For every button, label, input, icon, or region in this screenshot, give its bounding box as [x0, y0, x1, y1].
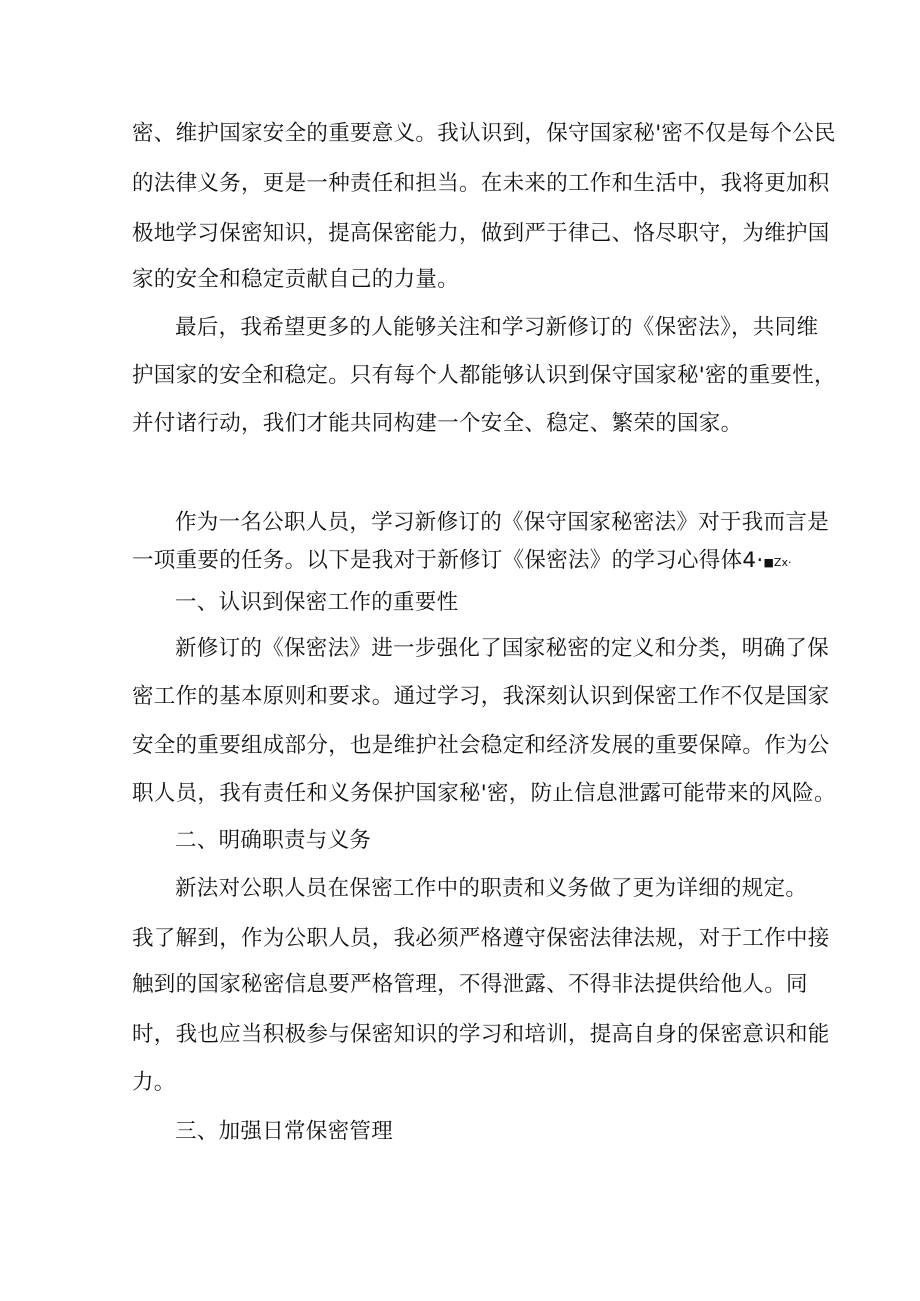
paragraph-line: 新修订的《保密法》进一步强化了国家秘密的定义和分类，明确了保	[175, 636, 830, 661]
paragraph-line: 密工作的基本原则和要求。通过学习，我深刻认识到保密工作不仅是国家	[132, 684, 830, 709]
paragraph-line: 作为一名公职人员，学习新修订的《保守国家秘密法》对于我而言是	[175, 510, 830, 535]
paragraph-line: 职人员，我有责任和义务保护国家秘'密，防止信息泄露可能带来的风险。	[132, 781, 836, 806]
section-heading: 二、明确职责与义务	[175, 828, 372, 853]
paragraph-line: 极地学习保密知识，提高保密能力，做到严于律己、恪尽职守，为维护国	[132, 221, 830, 246]
paragraph-text: 一项重要的任务。以下是我对于新修订《保密法》的学习心得体4·	[132, 548, 764, 573]
paragraph-line: 家的安全和稳定贡献自己的力量。	[132, 267, 460, 292]
paragraph-line: 新法对公职人员在保密工作中的职责和义务做了更为详细的规定。	[175, 876, 808, 901]
paragraph-line: 力。	[132, 1070, 176, 1095]
paragraph-line: 时，我也应当积极参与保密知识的学习和培训，提高自身的保密意识和能	[132, 1022, 830, 1047]
section-heading: 一、认识到保密工作的重要性	[175, 590, 459, 615]
paragraph-line: 的法律义务，更是一种责任和担当。在未来的工作和生活中，我将更加积	[132, 171, 830, 196]
paragraph-line: 我了解到，作为公职人员，我必须严格遵守保密法律法规，对于工作中接	[132, 926, 830, 951]
paragraph-line: 密、维护国家安全的重要意义。我认识到，保守国家秘'密不仅是每个公民	[132, 121, 836, 146]
paragraph-line	[132, 546, 791, 578]
paragraph-line: 触到的国家秘密信息要严格管理，不得泄露、不得非法提供给他人。同	[132, 972, 808, 997]
paragraph-line: 并付诸行动，我们才能共同构建一个安全、稳定、繁荣的国家。	[132, 411, 743, 436]
paragraph-line: 护国家的安全和稳定。只有每个人都能够认识到保守国家秘'密的重要性，	[132, 363, 836, 388]
paragraph-line: 最后，我希望更多的人能够关注和学习新修订的《保密法》，共同维	[175, 315, 819, 340]
paragraph-line: 安全的重要组成部分，也是维护社会稳定和经济发展的重要保障。作为公	[132, 733, 830, 758]
section-heading: 三、加强日常保密管理	[175, 1119, 394, 1144]
scan-artifact-text: ■Zx·	[763, 556, 792, 569]
